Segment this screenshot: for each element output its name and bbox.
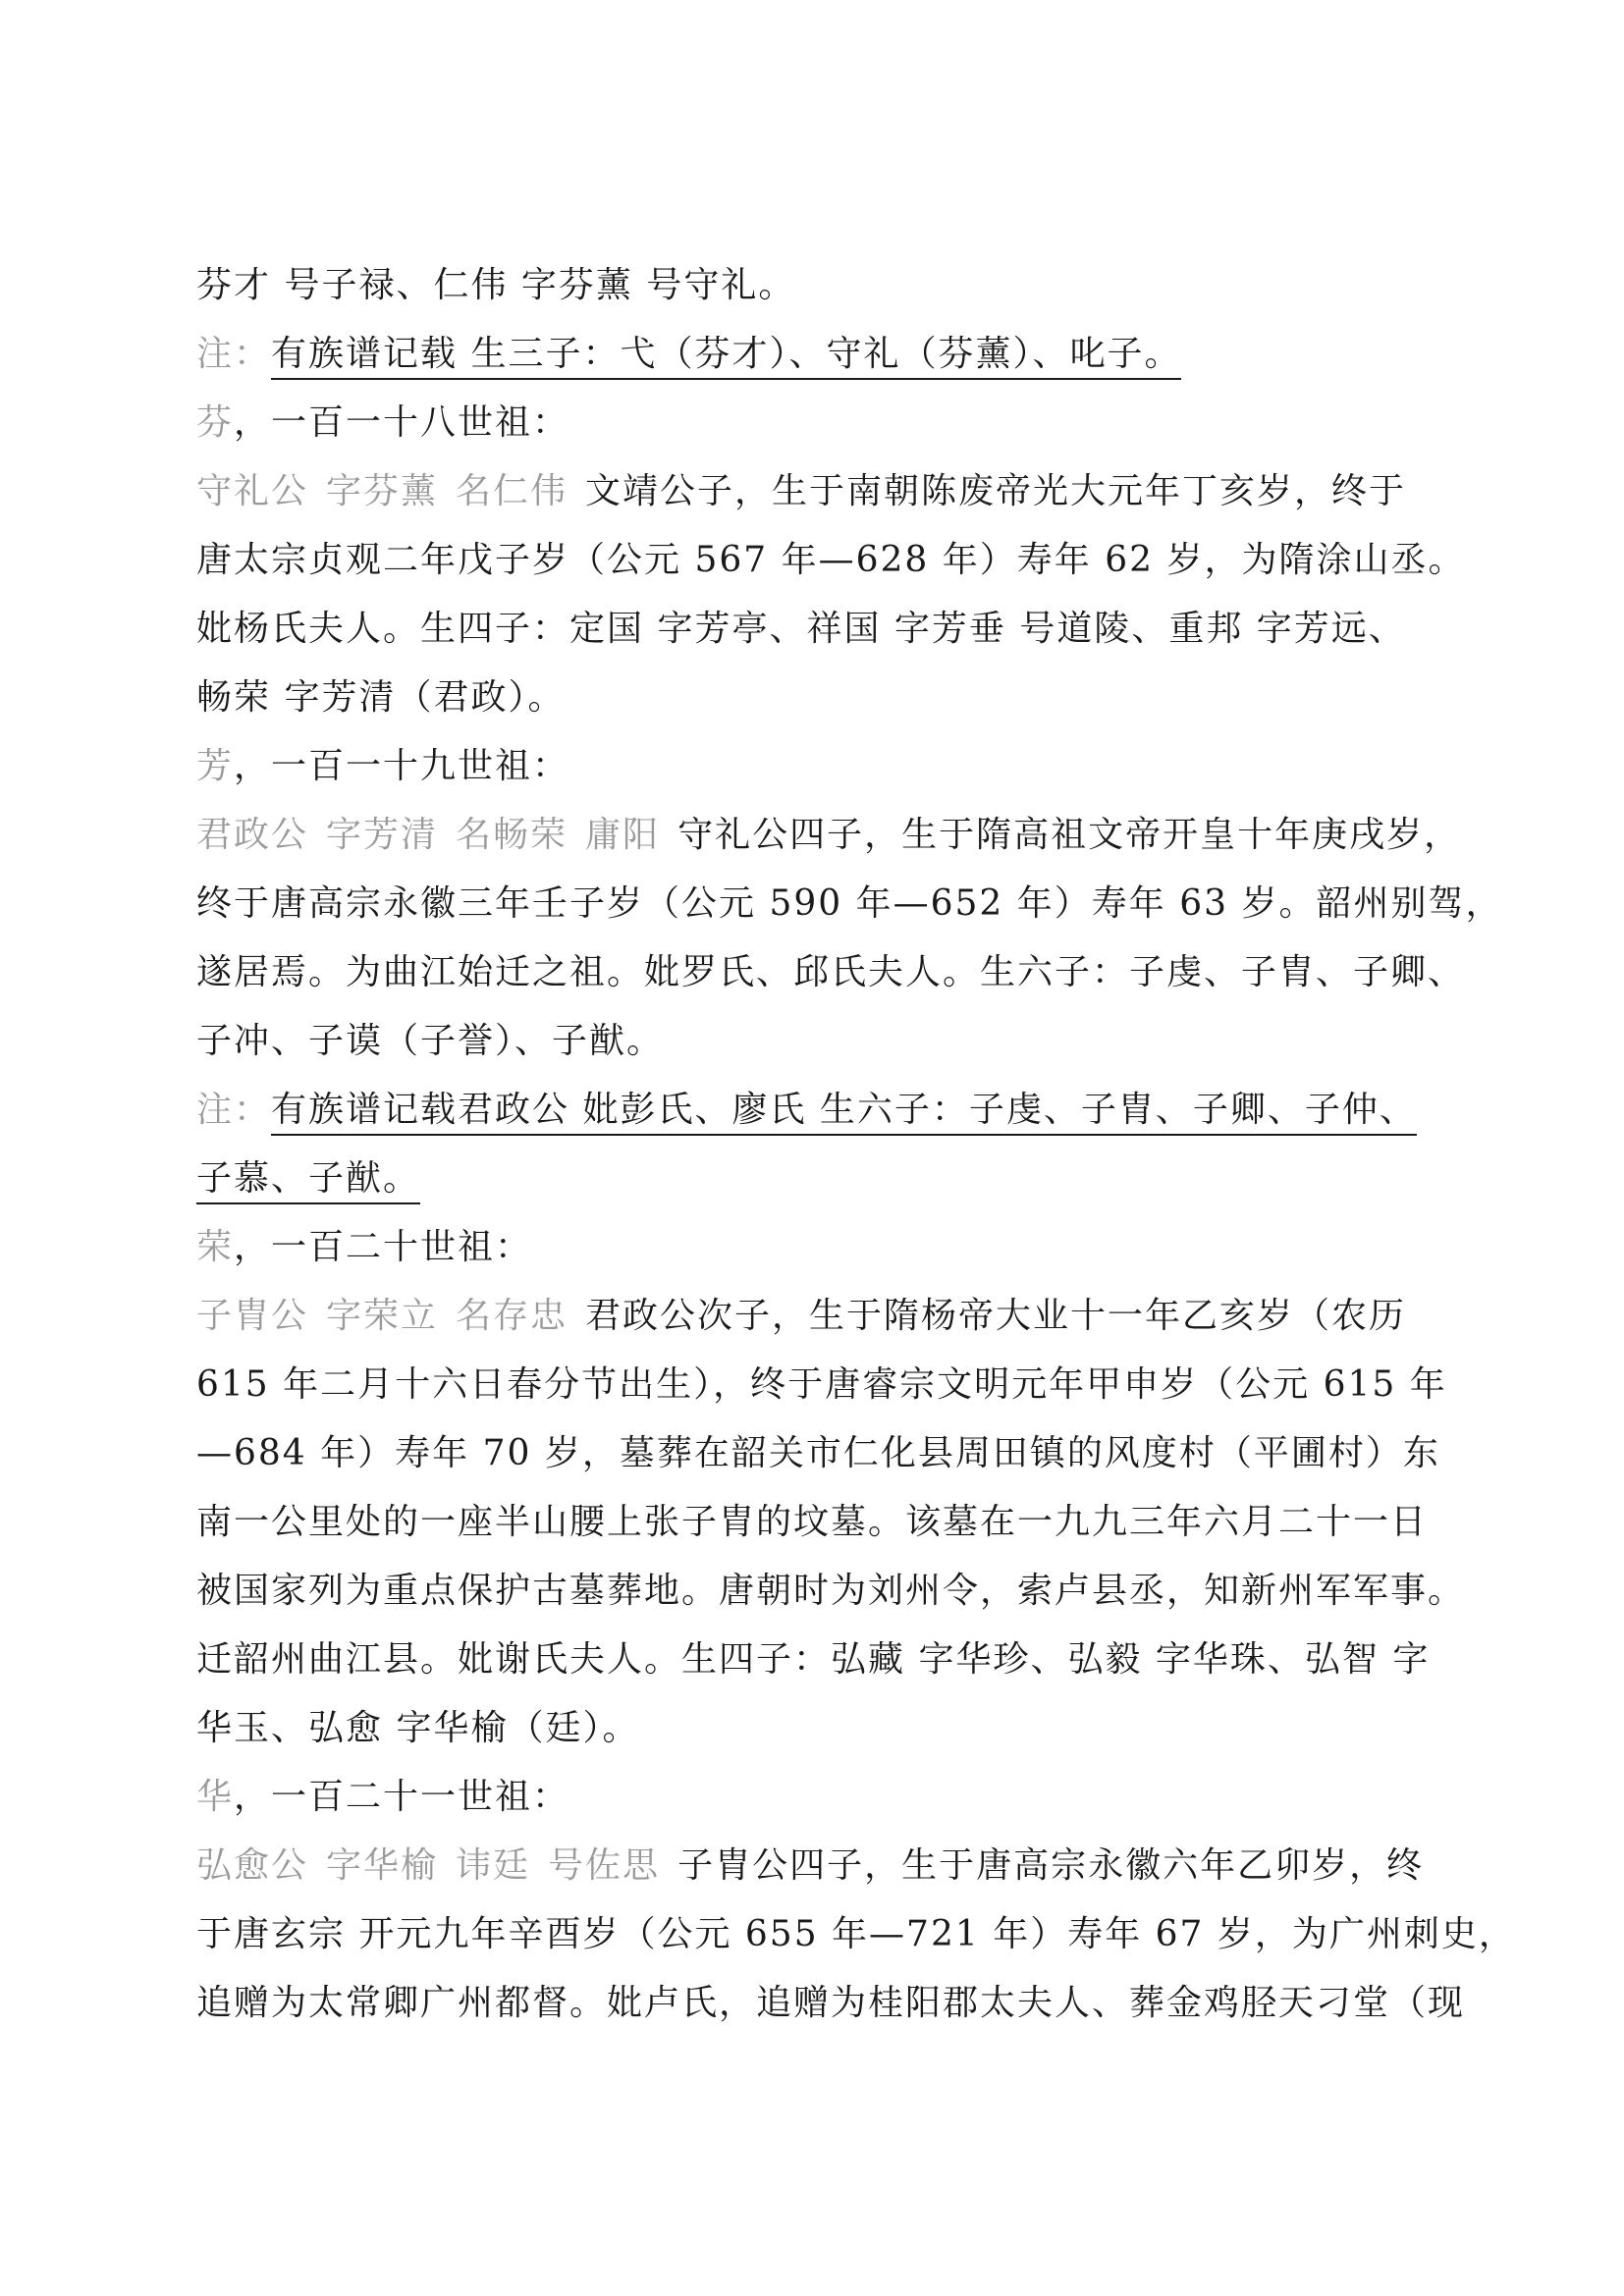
ancestor-courtesy-name: 字芳清 xyxy=(326,815,439,855)
ancestor-name: 弘愈公 xyxy=(196,1845,309,1886)
text-line: —684 年）寿年 70 岁，墓葬在韶关市仁化县周田镇的风度村（平圃村）东 xyxy=(196,1433,1440,1473)
generation-char: 芬 xyxy=(196,402,235,443)
generation-heading xyxy=(196,1773,1463,1822)
text-line xyxy=(196,1292,1463,1341)
ancestor-alias: 庸阳 xyxy=(585,815,661,855)
text-line: 唐太宗贞观二年戊子岁（公元 567 年—628 年）寿年 62 岁，为隋涂山丞。 xyxy=(196,540,1466,580)
text-line: 被国家列为重点保护古墓葬地。唐朝时为刘州令，索卢县丞，知新州军军事。 xyxy=(196,1571,1466,1611)
generation-char: 华 xyxy=(196,1777,235,1817)
ancestor-courtesy-name: 字荣立 xyxy=(326,1296,439,1336)
text-line xyxy=(196,1842,1463,1891)
ancestor-name: 君政公 xyxy=(196,815,309,855)
bio-text: 文靖公子，生于南朝陈废帝光大元年丁亥岁，终于 xyxy=(585,471,1407,511)
ancestor-given-name: 名仁伟 xyxy=(456,471,568,511)
text-line: 终于唐高宗永徽三年壬子岁（公元 590 年—652 年）寿年 63 岁。韶州别驾， xyxy=(196,883,1503,924)
generation-label: ，一百二十世祖： xyxy=(234,1227,533,1267)
generation-heading xyxy=(196,399,1463,448)
ancestor-courtesy-name: 字芬薰 xyxy=(326,471,439,511)
text-line: 615 年二月十六日春分节出生），终于唐睿宗文明元年甲申岁（公元 615 年 xyxy=(196,1364,1447,1405)
text-line xyxy=(196,811,1463,860)
ancestor-alias: 号佐思 xyxy=(548,1845,661,1886)
text-line: 遂居焉。为曲江始迁之祖。妣罗氏、邱氏夫人。生六子：子虔、子胄、子卿、 xyxy=(196,952,1466,992)
note-line xyxy=(196,330,1463,379)
generation-char: 荣 xyxy=(196,1227,235,1267)
text-line: 迁韶州曲江县。妣谢氏夫人。生四子：弘藏 字华珍、弘毅 字华珠、弘智 字 xyxy=(196,1639,1431,1680)
text-line: 南一公里处的一座半山腰上张子胄的坟墓。该墓在一九九三年六月二十一日 xyxy=(196,1502,1429,1542)
generation-label: ，一百二十一世祖： xyxy=(234,1777,570,1817)
text-line: 芬才 号子禄、仁伟 字芬薰 号守礼。 xyxy=(196,265,796,305)
note-line xyxy=(196,1154,1463,1203)
bio-text: 君政公次子，生于隋杨帝大业十一年乙亥岁（农历 xyxy=(585,1296,1407,1336)
generation-char: 芳 xyxy=(196,746,235,786)
note-text: 有族谱记载 生三子：弋（芬才）、守礼（芬薰）、叱子。 xyxy=(271,334,1181,380)
ancestor-taboo-name: 讳廷 xyxy=(456,1845,531,1886)
bio-text: 子胄公四子，生于唐高宗永徽六年乙卯岁，终 xyxy=(677,1845,1425,1886)
note-label: 注： xyxy=(196,1090,272,1130)
text-line: 于唐玄宗 开元九年辛酉岁（公元 655 年—721 年）寿年 67 岁，为广州刺史， xyxy=(196,1914,1516,1954)
ancestor-name: 子胄公 xyxy=(196,1296,309,1336)
generation-label: ，一百一十九世祖： xyxy=(234,746,570,786)
text-line: 畅荣 字芳清（君政）。 xyxy=(196,677,566,718)
note-line xyxy=(196,1086,1463,1135)
text-line: 子冲、子谟（子誉）、子猷。 xyxy=(196,1021,665,1061)
text-line: 妣杨氏夫人。生四子：定国 字芳亭、祥国 字芳垂 号道陵、重邦 字芳远、 xyxy=(196,609,1406,649)
bio-text: 守礼公四子，生于隋高祖文帝开皇十年庚戌岁， xyxy=(677,815,1462,855)
note-text: 有族谱记载君政公 妣彭氏、廖氏 生六子：子虔、子胄、子卿、子仲、 xyxy=(271,1090,1417,1136)
text-line: 华玉、弘愈 字华榆（廷）。 xyxy=(196,1708,640,1748)
note-text: 子慕、子猷。 xyxy=(196,1158,420,1204)
text-line xyxy=(196,467,1463,516)
text-line: 追赠为太常卿广州都督。妣卢氏，追赠为桂阳郡太夫人、葬金鸡胫天刁堂（现 xyxy=(196,1983,1466,2023)
generation-label: ，一百一十八世祖： xyxy=(234,402,570,443)
ancestor-name: 守礼公 xyxy=(196,471,309,511)
ancestor-courtesy-name: 字华榆 xyxy=(326,1845,439,1886)
generation-heading xyxy=(196,742,1463,791)
note-label: 注： xyxy=(196,334,272,374)
generation-heading xyxy=(196,1223,1463,1272)
ancestor-given-name: 名畅荣 xyxy=(456,815,568,855)
ancestor-given-name: 名存忠 xyxy=(456,1296,568,1336)
